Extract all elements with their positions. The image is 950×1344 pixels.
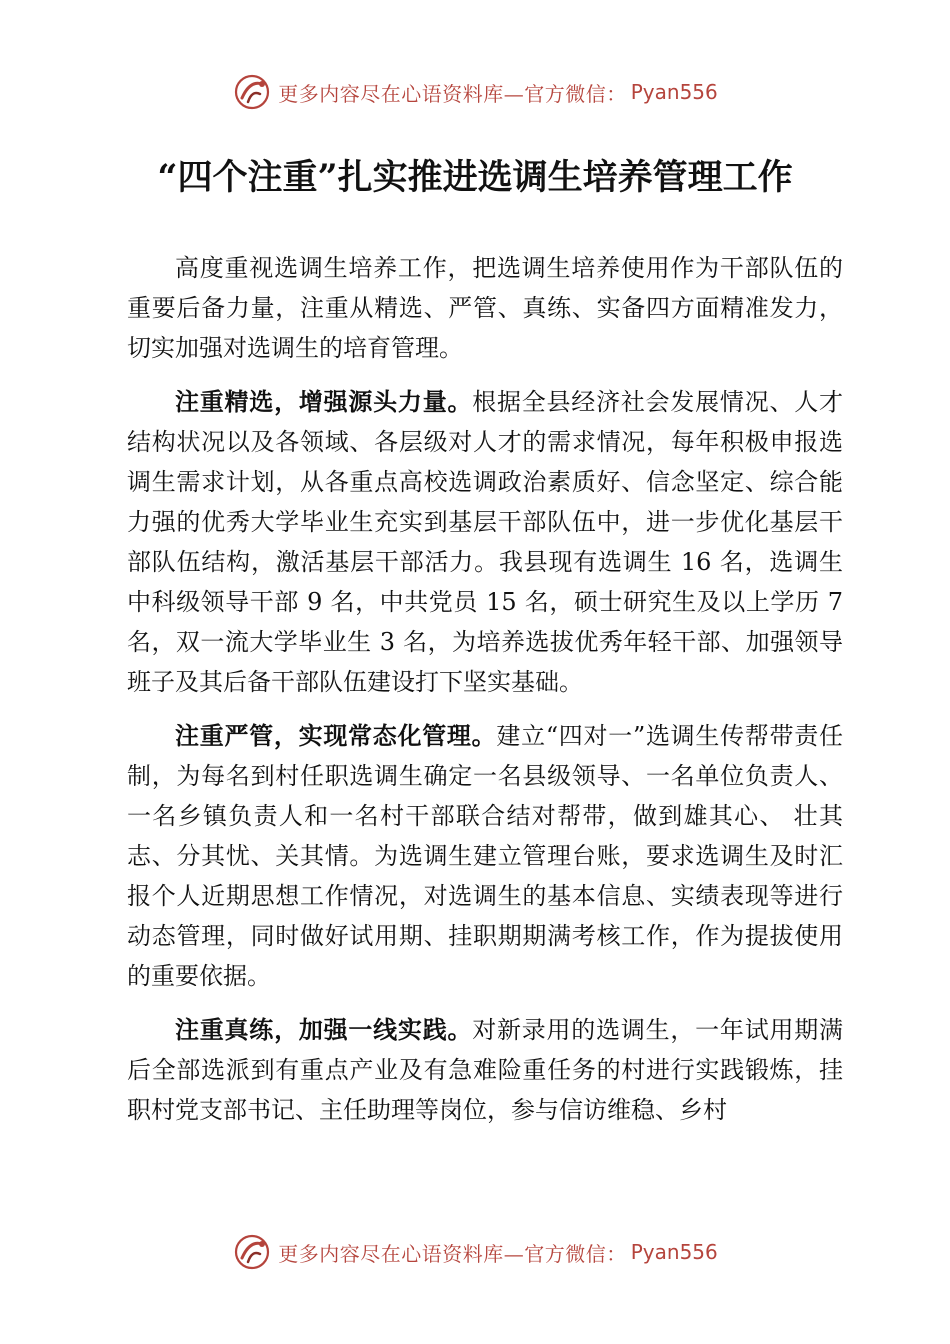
logo-icon <box>232 1232 272 1272</box>
section-lead: 注重精选，增强源头力量。 <box>175 388 473 416</box>
document-title: “四个注重”扎实推进选调生培养管理工作 <box>157 157 793 198</box>
section-paragraph <box>127 716 843 996</box>
document-body <box>127 248 843 1144</box>
intro-paragraph: 高度重视选调生培养工作，把选调生培养使用作为干部队伍的重要后备力量，注重从精选、严管、真练、实备四方面精准发力，切实加强对选调生的培育管理。 <box>127 254 843 362</box>
section-lead: 注重真练，加强一线实践。 <box>175 1016 473 1044</box>
section-paragraph <box>127 382 843 702</box>
section-paragraph <box>127 1010 843 1130</box>
section-body: 根据全县经济社会发展情况、人才结构状况以及各领域、各层级对人才的需求情况，每年积极申报选调生需求计划，从各重点高校选调政治素质好、信念坚定、综合能力强的优秀大学毕业生充实到基层干部队伍中，进一步优化基层干部队伍结构，激活基层干部活力。我县现有选调生 16 名，选调生中科级领导干部 9 名，中共党员 15 名，硕士研究生及以上学历 7 名，双一流大学毕业生 3 名，为培养选拔优秀年轻干部、加强领导班子及其后备干部队伍建设打下坚实基础。 <box>127 388 844 696</box>
section-body: 建立“四对一”选调生传帮带责任制，为每名到村任职选调生确定一名县级领导、一名单位负责人、一名乡镇负责人和一名村干部联合结对帮带，做到雄其心、 壮其志、分其忧、关其情。为选调生建立管理台账，要求选调生及时汇报个人近期思想工作情况，对选调生的基本信息、实绩表现等进行动态管理，同时做好试用期、挂职期期满考核工作，作为提拔使用的重要依据。 <box>127 722 844 990</box>
header-banner <box>0 70 950 114</box>
banner-wechat-id: Pyan556 <box>630 80 718 104</box>
section-lead: 注重严管，实现常态化管理。 <box>175 722 497 750</box>
banner-wechat-id: Pyan556 <box>630 1240 718 1264</box>
banner-text: 更多内容尽在心语资料库—官方微信： <box>278 81 627 106</box>
section-body: 对新录用的选调生，一年试用期满后全部选派到有重点产业及有急难险重任务的村进行实践锻炼，挂职村党支部书记、主任助理等岗位，参与信访维稳、乡村 <box>127 1016 844 1124</box>
footer-banner <box>0 1230 950 1274</box>
logo-icon <box>232 72 272 112</box>
banner-text: 更多内容尽在心语资料库—官方微信： <box>278 1241 627 1266</box>
